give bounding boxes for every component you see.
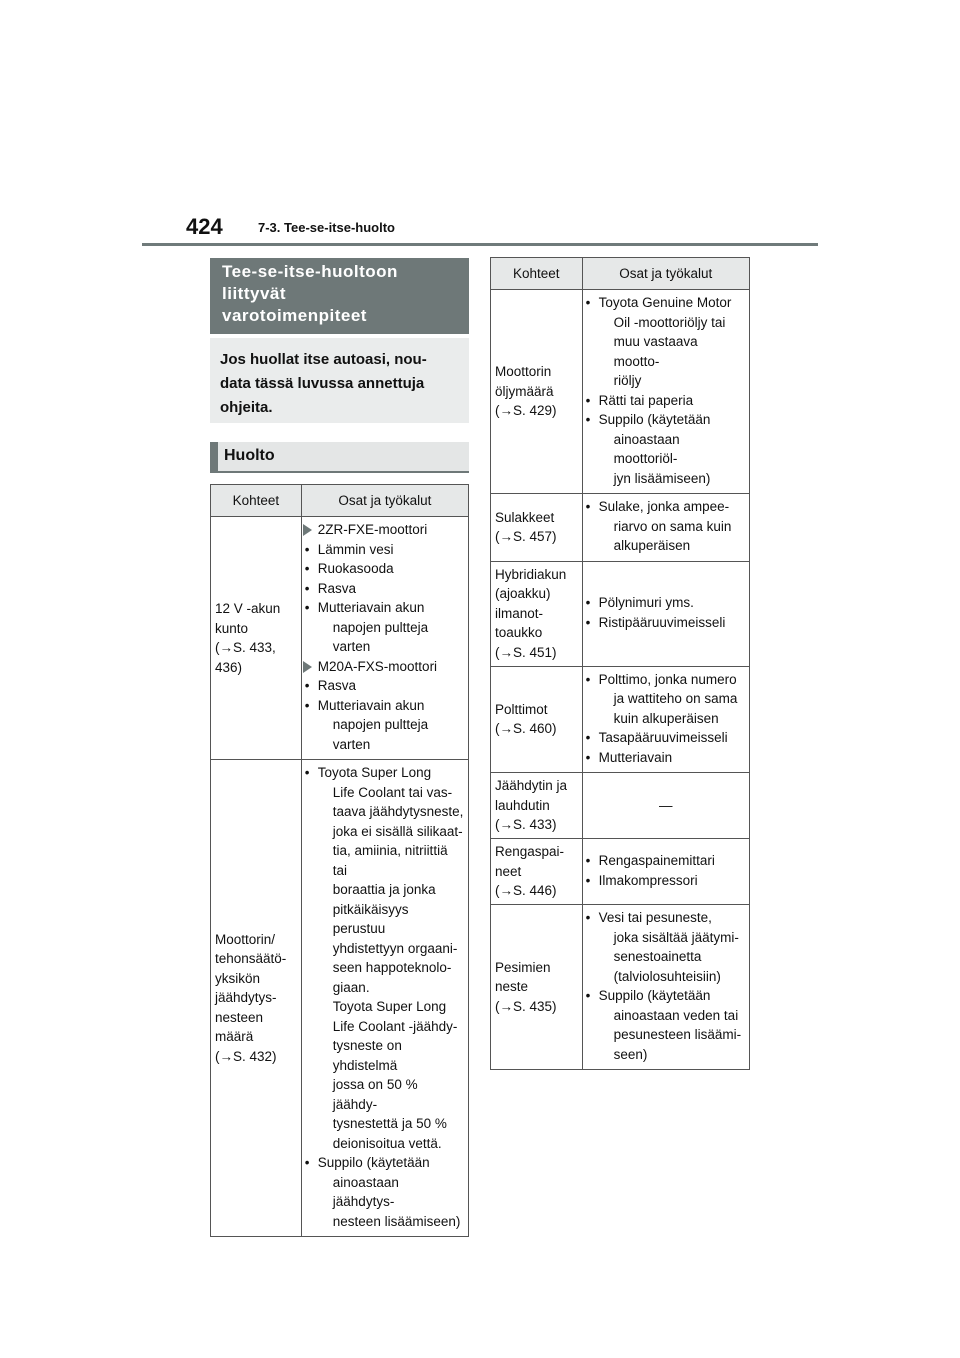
precautions-heading-line: Tee-se-itse-huoltoon — [222, 262, 398, 281]
tools-cell — [582, 839, 749, 905]
tool-item-line: napojen pultteja varten — [332, 619, 429, 654]
tool-item-line: deionisoitua vettä. — [332, 1135, 442, 1151]
tool-item — [599, 613, 745, 633]
tool-item — [599, 293, 745, 391]
precautions-heading-line: varotoimenpiteet — [222, 306, 367, 325]
tool-item — [318, 579, 464, 599]
item-line: Rengaspai- — [495, 844, 565, 860]
table-header-row — [491, 258, 750, 290]
maintenance-table-left — [210, 484, 469, 1237]
tool-item — [599, 410, 745, 488]
tool-item-line: ainoastaan veden tai — [613, 1007, 739, 1023]
table-row — [211, 760, 469, 1237]
table-row — [491, 561, 750, 666]
tool-item-line: seen happoteknolo- — [332, 960, 452, 975]
table-row — [491, 905, 750, 1070]
precautions-body-line: Jos huollat itse autoasi, nou- — [220, 351, 427, 368]
tools-cell — [582, 290, 749, 494]
tool-item-line: joka ei sisällä silikaat- — [332, 823, 463, 839]
tool-item-line: • Sulake, jonka ampee- — [598, 499, 730, 514]
item-line: Hybridiakun — [495, 566, 567, 582]
item-line: (→S. 432) — [215, 1048, 277, 1064]
item-line: Pesimien — [495, 959, 551, 975]
item-line: Sulakkeet — [495, 509, 555, 525]
item-cell — [491, 290, 583, 494]
item-cell — [491, 666, 583, 773]
maintenance-table-right — [490, 257, 750, 1070]
item-cell — [211, 760, 302, 1237]
item-cell — [491, 905, 583, 1070]
table-row — [491, 666, 750, 773]
tool-item — [318, 696, 464, 755]
tool-item — [318, 540, 464, 560]
item-line: (→S. 429) — [495, 403, 557, 419]
tool-item-line: Oil -moottoriöljy tai — [613, 314, 726, 330]
col-header-items: Kohteet — [211, 485, 302, 517]
tool-item-line: tia, amiinia, nitriittiä tai — [332, 843, 448, 878]
tool-item-line: • Ristipääruuvimeisseli — [598, 614, 726, 630]
tools-cell — [301, 760, 468, 1237]
tools-cell-empty: — — [582, 773, 749, 839]
table-row — [491, 494, 750, 562]
tool-item-line: • Toyota Genuine Motor — [598, 295, 732, 310]
precautions-heading — [210, 258, 469, 334]
tool-item-line: • Suppilo (käytetään — [317, 1155, 430, 1170]
tool-item-line: M20A-FXS-moottori — [317, 658, 438, 674]
item-line: yksikön — [215, 970, 261, 986]
tool-item-line: nesteen lisäämiseen) — [332, 1213, 461, 1229]
tool-item — [599, 391, 745, 411]
tool-item — [599, 986, 745, 1064]
tool-item-line: • Vesi tai pesuneste, — [598, 910, 712, 925]
tools-cell — [301, 517, 468, 760]
tool-item-line: senestoainetta — [613, 949, 702, 964]
tools-cell — [582, 561, 749, 666]
tool-item-line: • Pölynimuri yms. — [598, 595, 694, 610]
tool-item-line: jyn lisäämiseen) — [613, 470, 711, 486]
tool-item-line: napojen pultteja varten — [332, 717, 429, 752]
item-line: tehonsäätö- — [215, 951, 287, 967]
item-line: kunto — [215, 620, 249, 636]
item-line: Moottorin/ — [215, 931, 276, 947]
tool-item-line: • Ruokasooda — [317, 561, 394, 576]
table-row — [491, 290, 750, 494]
item-cell — [491, 494, 583, 562]
precautions-body-line: data tässä luvussa annettuja — [220, 375, 425, 392]
tool-item — [318, 598, 464, 657]
triangle-bullet-icon — [303, 524, 312, 536]
engine-variant-heading — [318, 657, 464, 677]
item-line: Polttimot — [495, 701, 548, 717]
tool-item-line: muu vastaava mootto- — [613, 334, 698, 369]
item-line: nesteen — [215, 1009, 264, 1025]
tool-item-line: Life Coolant -jäähdy- — [332, 1018, 458, 1034]
item-line: lauhdutin — [495, 797, 550, 813]
tool-item-line: ainoastaan jäähdytys- — [332, 1174, 399, 1209]
table-header-row — [211, 485, 469, 517]
tool-item-line: • Toyota Super Long — [317, 765, 432, 780]
tool-item — [599, 728, 745, 748]
tool-item-line: riarvo on sama kuin — [613, 518, 732, 534]
tool-item-line: yhdistettyyn orgaani- — [332, 940, 458, 956]
tool-item-line: joka sisältää jäätymi- — [613, 929, 739, 945]
tool-item-line: boraattia ja jonka — [332, 882, 436, 897]
item-line: 12 V -akun — [215, 601, 281, 616]
item-line: (→S. 435) — [495, 998, 557, 1014]
tool-item-line: 2ZR-FXE-moottori — [317, 522, 428, 537]
tool-item — [318, 559, 464, 579]
col-header-items: Kohteet — [491, 258, 583, 290]
item-line: toaukko — [495, 625, 543, 641]
table-row — [491, 839, 750, 905]
tool-item-line: • Tasapääruuvimeisseli — [598, 730, 728, 745]
tool-item — [599, 871, 745, 891]
tool-item-line: • Polttimo, jonka numero — [598, 671, 737, 687]
item-line: (ajoakku) — [495, 586, 551, 602]
item-line: neet — [495, 863, 522, 879]
item-line: (→S. 457) — [495, 529, 557, 545]
item-line: Jäähdytin ja — [495, 778, 568, 794]
precautions-body — [210, 338, 469, 423]
tool-item — [599, 748, 745, 768]
tool-item — [599, 497, 745, 556]
table-row — [491, 773, 750, 839]
table-row — [211, 517, 469, 760]
header-rule — [142, 243, 818, 246]
tool-item-line: seen) — [613, 1046, 648, 1062]
item-line: 436) — [215, 659, 243, 675]
item-line: Moottorin — [495, 364, 552, 380]
tool-item-line: pesunesteen lisäämi- — [613, 1027, 742, 1042]
precautions-body-line: ohjeita. — [220, 399, 273, 416]
tool-item-line: alkuperäisen — [613, 538, 691, 553]
item-line: (→S. 446) — [495, 883, 557, 899]
tool-item — [599, 593, 745, 613]
tool-item-line: • Mutteriavain akun — [317, 600, 425, 615]
tool-item-line: jossa on 50 % jäähdy- — [332, 1077, 418, 1112]
tool-item-line: giaan. — [332, 979, 370, 995]
item-cell — [491, 839, 583, 905]
tool-item-line: tysnestettä ja 50 % — [332, 1116, 447, 1131]
tool-item-line: • Suppilo (käytetään — [598, 988, 711, 1003]
item-line: (→S. 433) — [495, 817, 557, 833]
section-title: 7-3. Tee-se-itse-huolto — [258, 220, 396, 235]
tool-item-line: • Rasva — [317, 580, 357, 596]
item-line: määrä — [215, 1029, 254, 1045]
tool-item-line: riöljy — [613, 373, 642, 388]
tool-item-line: taava jäähdytysneste, — [332, 804, 464, 819]
tool-item — [599, 851, 745, 871]
tool-item-line: • Suppilo (käytetään — [598, 412, 711, 427]
tool-item-line: ja wattiteho on sama — [613, 691, 738, 706]
tool-item-line: pitkäikäisyys perustuu — [332, 901, 409, 936]
engine-variant-heading — [318, 520, 464, 540]
tool-item — [318, 1153, 464, 1231]
page-number: 424 — [186, 214, 223, 239]
tool-item-line: • Mutteriavain akun — [317, 697, 425, 713]
tool-item-line: Life Coolant tai vas- — [332, 784, 453, 800]
tool-item-line: • Rätti tai paperia — [598, 392, 694, 408]
tool-item-line: • Ilmakompressori — [598, 872, 698, 888]
tool-item-line: tysneste on yhdistelmä — [332, 1038, 402, 1073]
col-header-tools: Osat ja työkalut — [301, 485, 468, 517]
item-line: (→S. 451) — [495, 644, 557, 660]
item-line: neste — [495, 979, 529, 995]
item-line: jäähdytys- — [215, 990, 277, 1006]
item-line: öljymäärä — [495, 383, 554, 399]
tool-item-line: kuin alkuperäisen — [613, 710, 719, 726]
tool-item-line: • Lämmin vesi — [317, 541, 394, 557]
triangle-bullet-icon — [303, 661, 312, 673]
item-cell — [211, 517, 302, 760]
tools-cell — [582, 905, 749, 1070]
item-line: ilmanot- — [495, 605, 544, 621]
item-cell — [491, 561, 583, 666]
item-line: (→S. 460) — [495, 721, 557, 737]
tool-item — [318, 763, 464, 1153]
tools-cell — [582, 494, 749, 562]
tool-item-line: Toyota Super Long — [332, 999, 447, 1014]
maintenance-heading: Huolto — [210, 442, 469, 473]
tool-item — [318, 676, 464, 696]
tool-item-line: • Mutteriavain — [598, 749, 673, 765]
tool-item — [599, 908, 745, 986]
precautions-heading-line: liittyvät — [222, 284, 287, 303]
tool-item-line: (talviolosuhteisiin) — [613, 968, 721, 984]
item-line: (→S. 433, — [215, 640, 276, 655]
tool-item-line: • Rengaspainemittari — [598, 853, 715, 868]
col-header-tools: Osat ja työkalut — [582, 258, 749, 290]
item-cell — [491, 773, 583, 839]
tool-item — [599, 670, 745, 729]
tool-item-line: • Rasva — [317, 678, 357, 693]
tool-item-line: ainoastaan moottoriöl- — [613, 431, 680, 466]
tools-cell — [582, 666, 749, 773]
